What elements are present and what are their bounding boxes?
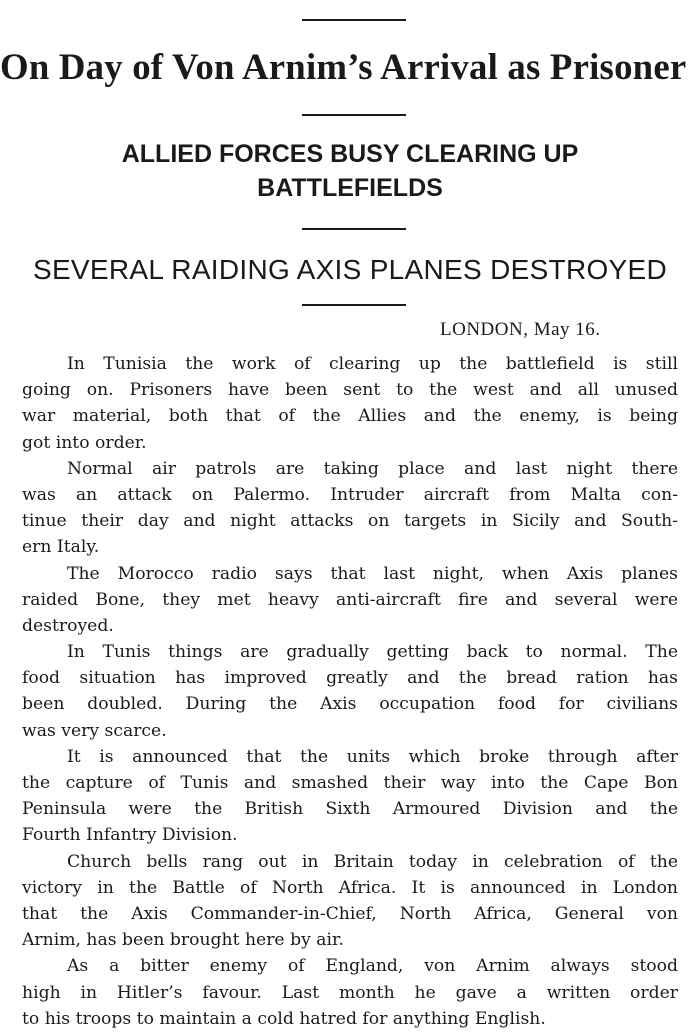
text-line: high in Hitler’s favour. Last month he gave a written order bbox=[22, 982, 678, 1003]
text-line: destroyed. bbox=[22, 615, 114, 636]
paragraph bbox=[22, 639, 678, 744]
text-line: As a bitter enemy of England, von Arnim always stood bbox=[67, 956, 678, 977]
text-line: the capture of Tunis and smashed their way into the Cape Bon bbox=[22, 773, 678, 793]
subhead-primary-line: ALLIED FORCES BUSY CLEARING UP bbox=[121, 140, 579, 168]
text-line: Arnim, has been brought here by air. bbox=[22, 930, 344, 951]
subhead-secondary: SEVERAL RAIDING AXIS PLANES DESTROYED bbox=[32, 254, 668, 285]
paragraph bbox=[22, 561, 678, 640]
text-line: raided Bone, they met heavy anti-aircraft fire and several were bbox=[22, 589, 678, 610]
paragraph bbox=[22, 744, 678, 849]
paragraph bbox=[22, 849, 678, 954]
text-line: victory in the Battle of North Africa. It is announced in London bbox=[22, 877, 678, 898]
text-line: Normal air patrols are taking place and last night there bbox=[67, 458, 678, 479]
text-line: In Tunis things are gradually getting back to normal. The bbox=[67, 642, 678, 663]
text-line: tinue their day and night attacks on targets in Sicily and South- bbox=[22, 511, 678, 532]
text-line: The Morocco radio says that last night, when Axis planes bbox=[67, 563, 678, 584]
subhead-primary bbox=[0, 137, 700, 205]
article-body bbox=[22, 351, 678, 1032]
top-rule bbox=[302, 19, 406, 21]
text-line: to his troops to maintain a cold hatred for anything English. bbox=[22, 1008, 546, 1029]
text-line: war material, both that of the Allies and the enemy, is being bbox=[22, 406, 678, 427]
text-line: been doubled. During the Axis occupation food for civilians bbox=[22, 694, 678, 715]
text-line: that the Axis Commander-in-Chief, North Africa, General von bbox=[22, 903, 678, 924]
subhead-rule bbox=[302, 228, 406, 230]
text-line: It is announced that the units which broke through after bbox=[67, 746, 678, 767]
text-line: got into order. bbox=[22, 432, 147, 453]
text-line: was an attack on Palermo. Intruder aircraft from Malta con- bbox=[22, 484, 678, 505]
text-line: going on. Prisoners have been sent to the west and all unused bbox=[22, 380, 678, 401]
paragraph bbox=[22, 351, 678, 456]
headline: On Day of Von Arnim’s Arrival as Prisoner bbox=[0, 47, 687, 88]
text-line: In Tunisia the work of clearing up the battlefield is still bbox=[67, 354, 678, 374]
dateline: LONDON, May 16. bbox=[440, 319, 601, 340]
story-rule bbox=[302, 304, 406, 306]
headline-rule bbox=[302, 114, 406, 116]
text-line: food situation has improved greatly and the bread ration has bbox=[22, 668, 678, 689]
text-line: Fourth Infantry Division. bbox=[22, 825, 238, 846]
subhead-primary-line: BATTLEFIELDS bbox=[257, 174, 443, 202]
paragraph bbox=[22, 953, 678, 1032]
text-line: Peninsula were the British Sixth Armoured Division and the bbox=[22, 799, 678, 820]
paragraph bbox=[22, 456, 678, 561]
text-line: ern Italy. bbox=[22, 537, 100, 558]
text-line: Church bells rang out in Britain today in celebration of the bbox=[67, 851, 678, 872]
text-line: was very scarce. bbox=[22, 720, 167, 741]
